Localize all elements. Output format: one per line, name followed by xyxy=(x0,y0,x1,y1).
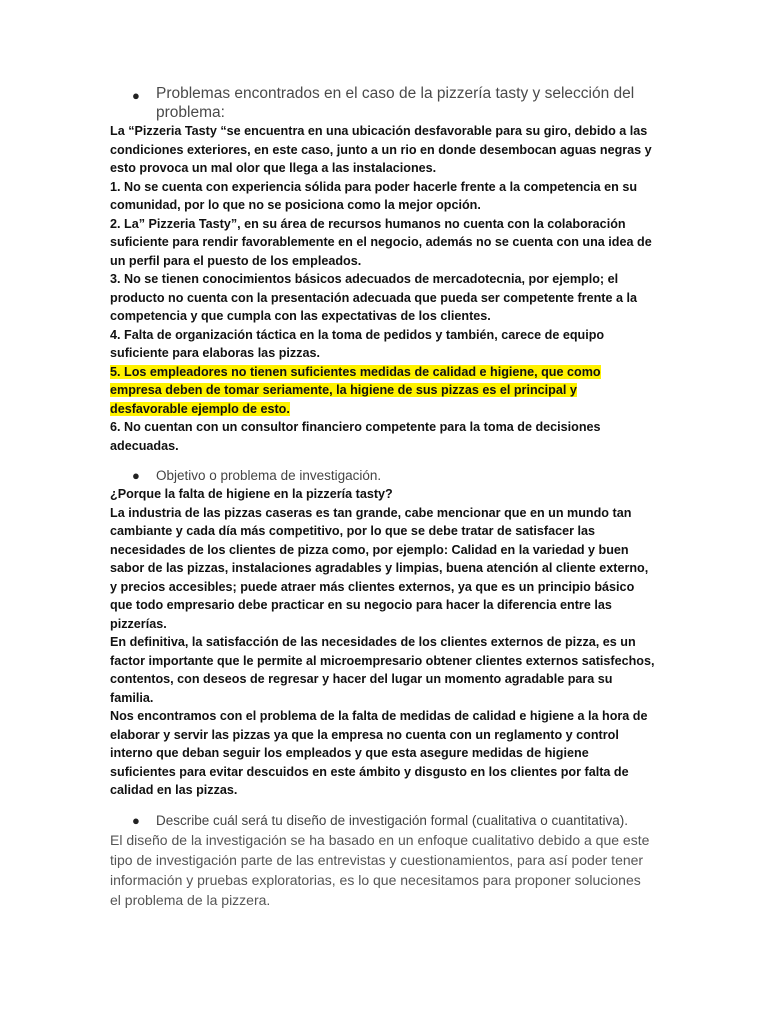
problem-item-6: 6. No cuentan con un consultor financiero competente para la toma de decisiones adecuadas. xyxy=(110,420,601,453)
document-body xyxy=(110,84,655,910)
problem-item-3: 3. No se tienen conocimientos básicos adecuados de mercadotecnia, por ejemplo; el producto no cuenta con la presentación adecuada que pueda ser competente frente a la competencia y que cumpla con las expectativas de los clientes. xyxy=(110,272,637,323)
bullet-icon: ● xyxy=(132,812,140,828)
heading-text: Problemas encontrados en el caso de la pizzería tasty y selección del problema: xyxy=(156,85,635,121)
problem-item-5-highlighted xyxy=(110,363,655,419)
research-question: ¿Porque la falta de higiene en la pizzería tasty? xyxy=(110,487,393,501)
heading-text: Describe cuál será tu diseño de investigación formal (cualitativa o cuantitativa). xyxy=(156,812,628,828)
problem-item-2: 2. La” Pizzeria Tasty”, en su área de recursos humanos no cuenta con la colaboración suficiente para rendir favorablemente en el negocio, además no se cuenta con una idea de un perfil para el puesto de los empleados. xyxy=(110,216,652,268)
design-paragraph: El diseño de la investigación se ha basado en un enfoque cualitativo debido a que este tipo de investigación parte de las entrevistas y cuestionamientos, para así poder tener información y pruebas exploratorias, es lo que necesitamos para proponer soluciones el problema de la pizzera. xyxy=(110,831,650,908)
highlighted-text: 5. Los empleadores no tienen suficientes medidas de calidad e higiene, que como empresa deben de tomar seriamente, la higiene de sus pizzas es el principal y desfavorable ejemplo de esto. xyxy=(110,364,601,416)
section-heading-objective xyxy=(110,467,655,485)
section-heading-design xyxy=(110,812,655,830)
paragraph-1: La industria de las pizzas caseras es tan grande, cabe mencionar que en un mundo tan cambiante y cada día más competitivo, por lo que se debe tratar de satisfacer las necesidades de los clientes de pizza como, por ejemplo: Calidad en la variedad y buen sabor de las pizzas, instalaciones agradables y limpias, buena atención al cliente externo, y precios accesibles; puede atraer más clientes externos, ya que es un principio básico que todo empresario debe practicar en su negocio para hacer la diferencia entre las pizzerías. xyxy=(110,505,649,631)
problem-item-4: 4. Falta de organización táctica en la toma de pedidos y también, carece de equipo suficiente para elaboras las pizzas. xyxy=(110,327,605,360)
intro-paragraph: La “Pizzeria Tasty “se encuentra en una ubicación desfavorable para su giro, debido a las condiciones exteriores, en este caso, junto a un rio en donde desembocan aguas negras y esto provoca un mal olor que llega a las instalaciones. xyxy=(110,124,652,175)
section-heading-problems xyxy=(110,84,655,122)
bullet-icon: ● xyxy=(132,88,140,103)
heading-text: Objetivo o problema de investigación. xyxy=(156,468,382,483)
bullet-icon: ● xyxy=(132,468,140,483)
paragraph-3: Nos encontramos con el problema de la falta de medidas de calidad e higiene a la hora de elaborar y servir las pizzas ya que la empresa no cuenta con un reglamento y control interno que deban seguir los empleados y que esta asegure medidas de higiene suficientes para evitar descuidos en este ámbito y disgusto en los clientes por falta de calidad en las pizzas. xyxy=(110,709,648,797)
problem-item-1: 1. No se cuenta con experiencia sólida para poder hacerle frente a la competencia en su comunidad, por lo que no se posiciona como la mejor opción. xyxy=(110,179,638,212)
paragraph-2: En definitiva, la satisfacción de las necesidades de los clientes externos de pizza, es un factor importante que le permite al microempresario obtener clientes externos satisfechos, contentos, con deseos de regresar y hacer del lugar un momento agradable para su familia. xyxy=(110,635,655,705)
